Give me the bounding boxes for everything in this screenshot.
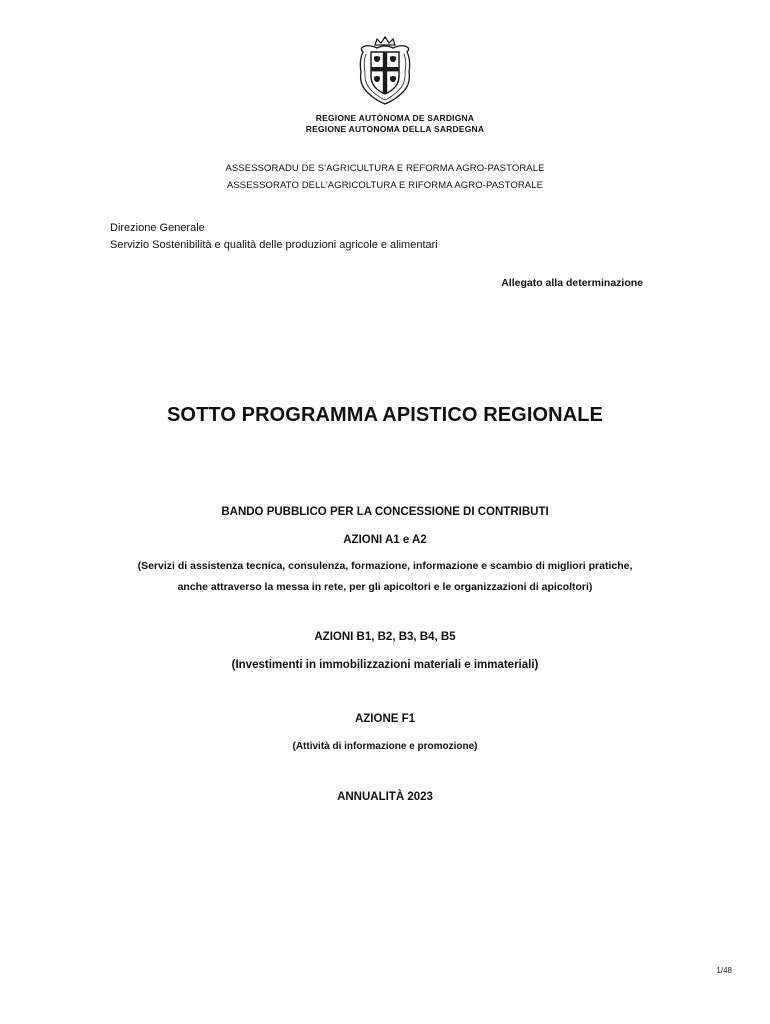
azione-f-description: (Attività di informazione e promozione) xyxy=(292,741,478,752)
direzione-label: Direzione Generale xyxy=(110,222,205,234)
servizio-label: Servizio Sostenibilità e qualità delle produzioni agricole e alimentari xyxy=(110,239,438,251)
assessorato-sardinian: ASSESSORADU DE S'AGRICULTURA E REFORMA AGRO-PASTORALE xyxy=(225,163,545,174)
allegato-label: Allegato alla determinazione xyxy=(501,277,643,289)
document-title: SOTTO PROGRAMMA APISTICO REGIONALE xyxy=(166,404,603,426)
azione-f-heading: AZIONE F1 xyxy=(354,713,416,725)
azioni-a-description-line-2: anche attraverso la messa in rete, per gli apicoltori e le organizzazioni di apicoltori) xyxy=(177,581,593,593)
assessorato-italian: ASSESSORATO DELL'AGRICOLTURA E RIFORMA AGRO-PASTORALE xyxy=(226,180,544,191)
region-name-sardinian: REGIONE AUTÒNOMA DE SARDIGNA xyxy=(315,113,475,123)
azioni-b-heading: AZIONI B1, B2, B3, B4, B5 xyxy=(314,631,456,643)
azioni-b-description: (Investimenti in immobilizzazioni materiali e immateriali) xyxy=(231,659,539,671)
azioni-a-description-line-1: (Servizi di assistenza tecnica, consulenza, formazione, informazione e scambio di migliori pratiche, xyxy=(137,560,633,572)
sardinia-coat-of-arms-icon xyxy=(357,36,413,106)
annualita-heading: ANNUALITÀ 2023 xyxy=(337,791,433,803)
page-number: 1/48 xyxy=(716,966,732,975)
bando-heading: BANDO PUBBLICO PER LA CONCESSIONE DI CONTRIBUTI xyxy=(221,506,549,518)
azioni-a-heading: AZIONI A1 e A2 xyxy=(343,534,427,546)
region-name-italian: REGIONE AUTONOMA DELLA SARDEGNA xyxy=(305,124,485,134)
